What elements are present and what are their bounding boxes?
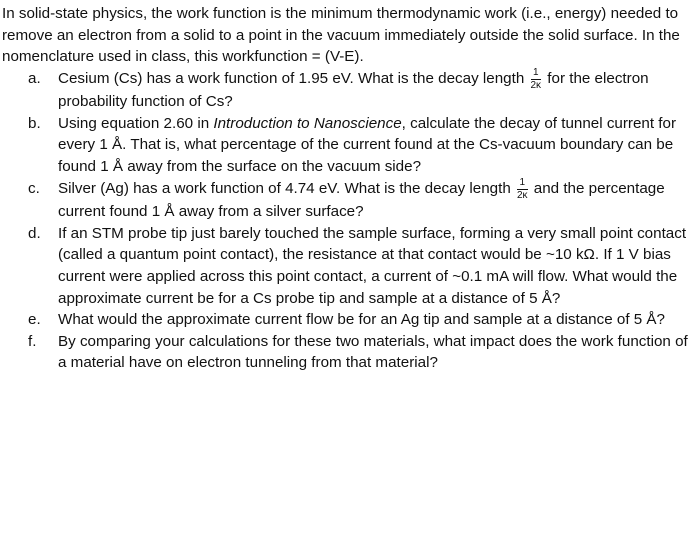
question-text: What would the approximate current flow be for an Ag tip and sample at a distance of 5 Å? [58, 311, 666, 329]
question-marker: d. [28, 224, 41, 242]
fraction-numerator: 1 [531, 68, 542, 80]
question-text: If an STM probe tip just barely touched the sample surface, forming a very small point contact (called a quantum point contact), the resistance at that contact would be ~10 kΩ. If 1 V bias current were applied across this point contact, a current of ~0.1 mA will flow. What would the approximate current be for a Cs probe tip and sample at a distance of 5 Å? [58, 224, 687, 307]
question-text-after: and the percentage current found 1 Å away from a silver surface? [58, 179, 665, 221]
question-text [58, 113, 694, 178]
question-marker: e. [28, 311, 41, 329]
question-marker: f. [28, 332, 37, 350]
question-marker: c. [28, 179, 40, 197]
question-text [58, 68, 694, 113]
fraction-denominator: 2κ [530, 80, 542, 92]
question-d [2, 223, 694, 309]
question-text-before: Silver (Ag) has a work function of 4.74 eV. What is the decay length [58, 179, 515, 197]
question-b [2, 113, 694, 178]
book-title: Introduction to Nanoscience [213, 114, 402, 132]
question-text: By comparing your calculations for these two materials, what impact does the work function of a material have on electron tunneling from that material? [58, 332, 688, 372]
question-a [2, 68, 694, 113]
question-list [2, 68, 694, 374]
question-text [58, 178, 694, 223]
question-text-after: , calculate the decay of tunnel current for every 1 Å. That is, what percentage of the current found at the Cs-vacuum boundary can be found 1 Å away from the surface on the vacuum side? [58, 114, 677, 176]
intro-paragraph: In solid-state physics, the work function is the minimum thermodynamic work (i.e., energy) needed to remove an electron from a solid to a point in the vacuum immediately outside the solid surface. In the nomenclature used in class, this workfunction = (V-E). [2, 5, 680, 66]
question-text-before: Cesium (Cs) has a work function of 1.95 eV. What is the decay length [58, 69, 529, 87]
question-marker: b. [28, 114, 41, 132]
question-text-before: Using equation 2.60 in [58, 114, 214, 132]
fraction-denominator: 2κ [517, 190, 528, 202]
fraction-numerator: 1 [517, 178, 528, 190]
question-text-after: for the electron probability function of Cs? [58, 69, 649, 111]
decay-length-fraction [531, 68, 542, 91]
question-e [2, 309, 694, 331]
decay-length-fraction [517, 178, 528, 201]
question-f [2, 331, 694, 374]
question-c [2, 178, 694, 223]
question-marker: a. [28, 69, 41, 87]
